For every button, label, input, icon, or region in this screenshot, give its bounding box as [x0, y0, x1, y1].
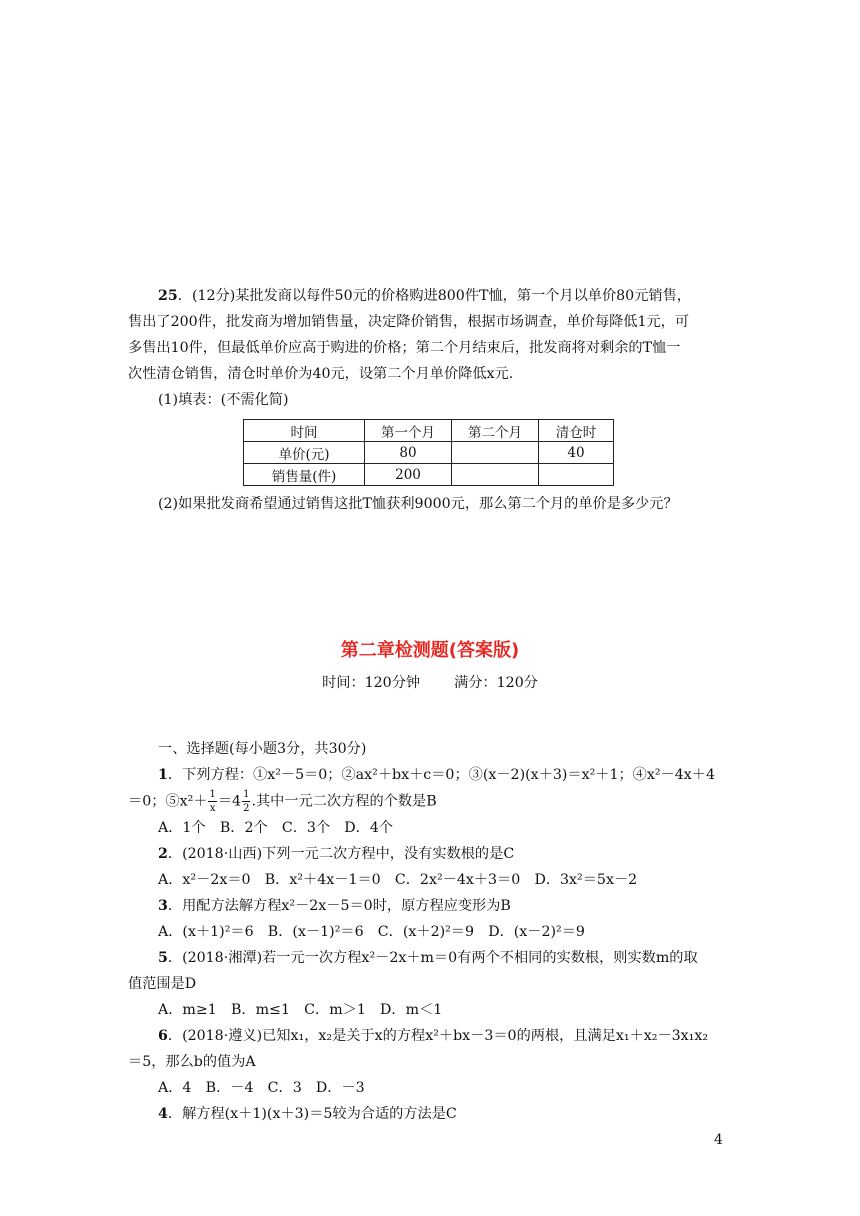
q5-line-2: 值范围是D	[128, 976, 197, 992]
exam-info	[0, 672, 860, 692]
table-cell: 80	[365, 442, 452, 464]
fill-in-table	[243, 419, 614, 486]
q6-options: A．4 B．－4 C．3 D．－3	[158, 1080, 365, 1096]
q25-line-1: 25．(12分)某批发商以每件50元的价格购进800件T恤，第一个月以单价80元销售，	[158, 288, 691, 304]
q6-line-1: 6．(2018·遵义)已知x₁，x₂是关于x的方程x²＋bx－3＝0的两根，且满足x₁＋x₂－3x₁x₂	[158, 1028, 709, 1044]
q25-part-2: (2)如果批发商希望通过销售这批T恤获利9000元，那么第二个月的单价是多少元？	[158, 496, 678, 512]
q1-line-2: ＝0；⑤x²＋ $\frac{1}{x}$ ＝4 $\frac{1}{2}$ .其中一元二次方程的个数是B	[128, 789, 437, 814]
q3-options: A．(x＋1)²＝6 B．(x－1)²＝6 C．(x＋2)²＝9 D．(x－2)²＝9	[158, 924, 585, 940]
table-row	[244, 442, 614, 464]
q2-line: 2．(2018·山西)下列一元二次方程中，没有实数根的是C	[158, 846, 515, 862]
table-cell: 单价(元)	[244, 442, 365, 464]
table-header-row	[244, 420, 614, 442]
q1-options: A．1个 B．2个 C．3个 D．4个	[158, 820, 394, 836]
table-header-cell: 第一个月	[365, 420, 452, 442]
q2-options: A．x²－2x＝0 B．x²＋4x－1＝0 C．2x²－4x＋3＝0 D．3x²＝5x－2	[158, 872, 638, 888]
q3-line: 3．用配方法解方程x²－2x－5＝0时，原方程应变形为B	[158, 898, 511, 914]
q25-line-3: 多售出10件，但最低单价应高于购进的价格；第二个月结束后，批发商将对剩余的T恤一	[128, 340, 681, 356]
fraction: $\frac{1}{x}$	[209, 789, 216, 814]
q4-line: 4．解方程(x＋1)(x＋3)＝5较为合适的方法是C	[158, 1106, 457, 1122]
table-cell: 销售量(件)	[244, 464, 365, 486]
table-cell	[452, 464, 539, 486]
fraction: $\frac{1}{2}$	[243, 789, 250, 814]
table-cell	[452, 442, 539, 464]
q5-line-1: 5．(2018·湘潭)若一元一次方程x²－2x＋m＝0有两个不相同的实数根，则实数m的取	[158, 950, 698, 966]
question-25-part-2	[128, 491, 734, 517]
table-cell: 40	[539, 442, 614, 464]
page-title: 第二章检测题(答案版)	[340, 640, 520, 661]
table-cell: 200	[365, 464, 452, 486]
q1-line-1: 1．下列方程：①x²－5＝0；②ax²＋bx＋c＝0；③(x－2)(x＋3)＝x²＋1；④x²－4x＋4	[158, 767, 715, 783]
exam-time: 时间：120分钟	[322, 675, 421, 691]
q25-line-4: 次性清仓销售，清仓时单价为40元，设第二个月单价降低x元.	[128, 366, 514, 382]
exam-score: 满分：120分	[454, 675, 538, 691]
q25-part-1: (1)填表：(不需化简)	[158, 392, 289, 408]
q25-line-2: 售出了200件，批发商为增加销售量，决定降价销售，根据市场调查，单价每降低1元，可	[128, 314, 690, 330]
table-cell	[539, 464, 614, 486]
table-header-cell: 清仓时	[539, 420, 614, 442]
q5-options: A．m≥1 B．m≤1 C．m＞1 D．m＜1	[158, 1002, 443, 1018]
table-header-cell: 时间	[244, 420, 365, 442]
question-25	[128, 283, 734, 413]
section-heading: 一、选择题(每小题3分，共30分)	[158, 741, 367, 757]
q6-line-2: ＝5，那么b的值为A	[128, 1054, 256, 1070]
multiple-choice-section	[128, 736, 734, 1127]
table-header-cell: 第二个月	[452, 420, 539, 442]
page-number: 4	[714, 1132, 723, 1148]
table-row	[244, 464, 614, 486]
